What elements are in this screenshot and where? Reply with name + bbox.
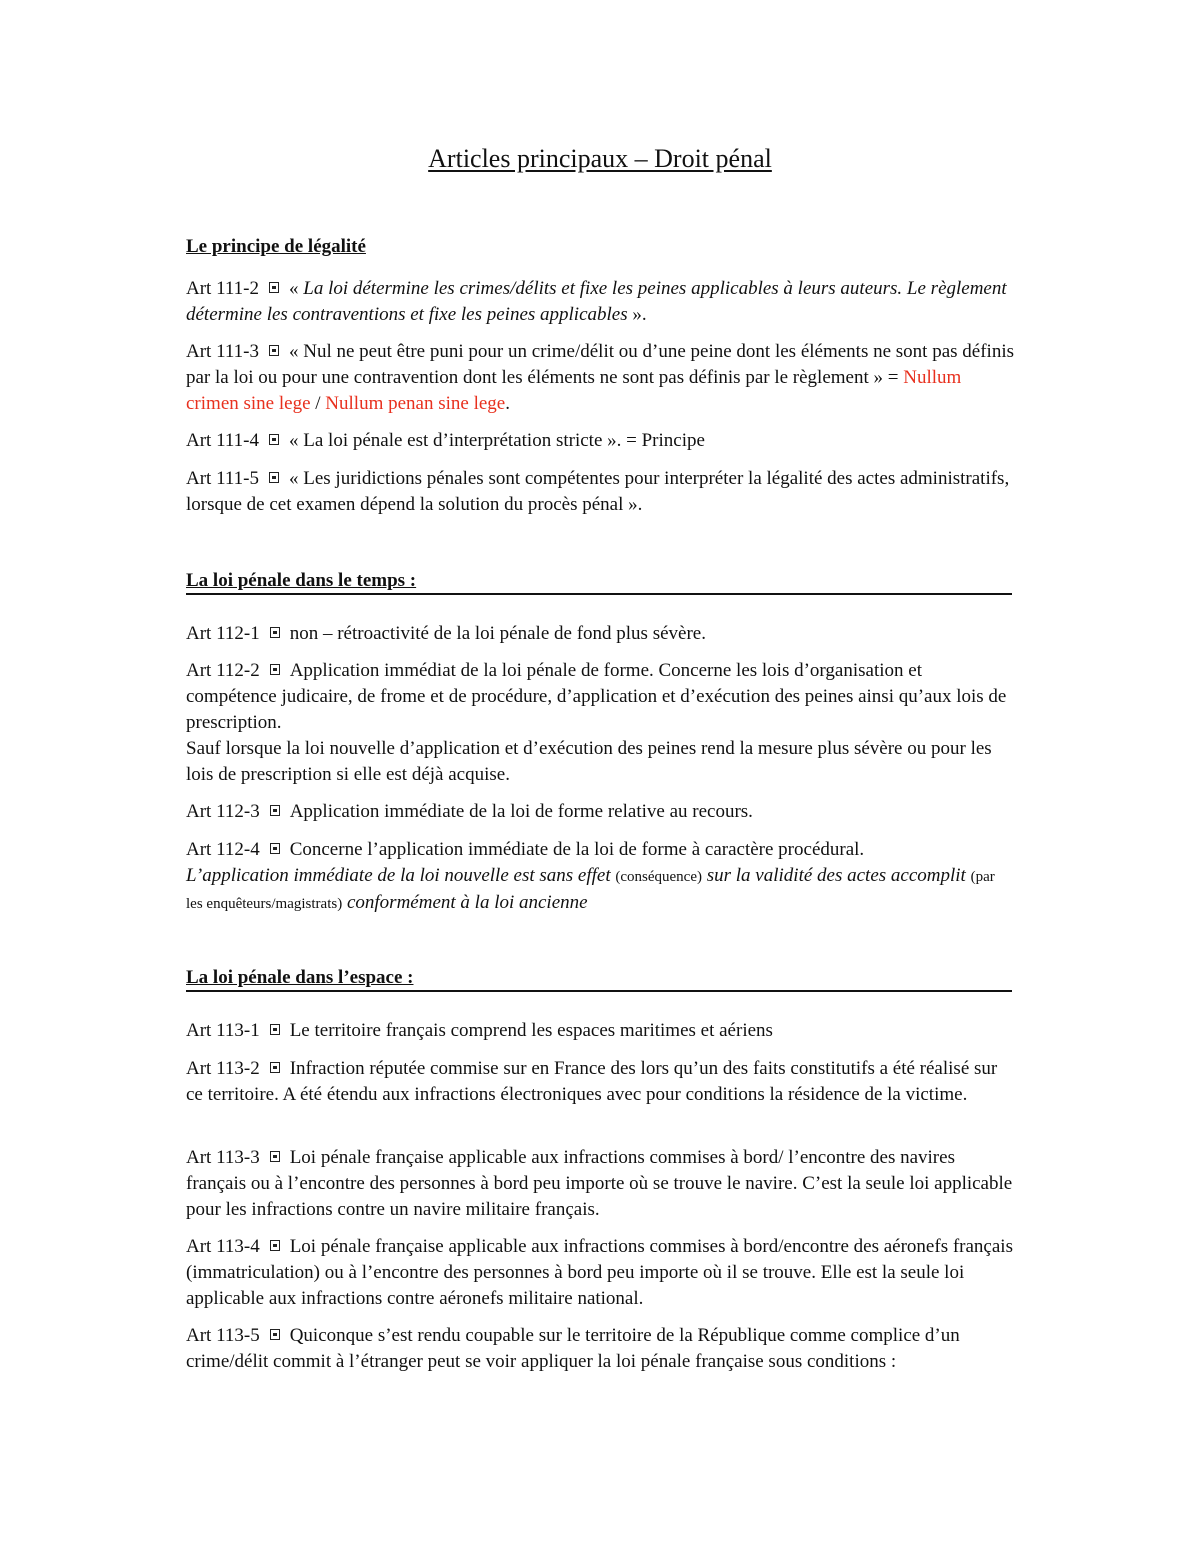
checkbox-bullet-icon xyxy=(269,345,279,356)
section-heading-label: La loi pénale dans l’espace : xyxy=(186,967,414,988)
article-text: Application immédiat de la loi pénale de forme. Concerne les lois d’organisation et compétence judicaire, de frome et de procédure, d’application et d’exécution des peines ainsi qu’aux lois de prescription. xyxy=(186,660,1007,733)
article-113-2 xyxy=(186,1056,1014,1108)
checkbox-bullet-icon xyxy=(270,1062,280,1073)
article-ref: Art 112-3 xyxy=(186,801,260,822)
article-ref: Art 113-4 xyxy=(186,1236,260,1257)
separator: / xyxy=(310,393,326,414)
section-heading-legalite: Le principe de légalité xyxy=(186,236,366,257)
article-ref: Art 111-4 xyxy=(186,430,259,451)
article-note: (conséquence) xyxy=(615,869,702,885)
article-113-4 xyxy=(186,1234,1014,1312)
article-ref: Art 112-2 xyxy=(186,660,260,681)
article-text: Quiconque s’est rendu coupable sur le territoire de la République comme complice d’un crime/délit commit à l’étranger peut se voir appliquer la loi pénale française sous conditions : xyxy=(186,1325,960,1372)
article-text: non – rétroactivité de la loi pénale de fond plus sévère. xyxy=(289,623,706,644)
checkbox-bullet-icon xyxy=(270,627,280,638)
article-text: « Nul ne peut être puni pour un crime/délit ou d’une peine dont les éléments ne sont pas définis par la loi ou pour une contravention dont les éléments ne sont pas définis par le règlement » = xyxy=(186,341,1014,388)
section-heading-espace xyxy=(186,967,1012,992)
article-ref: Art 113-2 xyxy=(186,1058,260,1079)
checkbox-bullet-icon xyxy=(270,664,280,675)
article-111-4 xyxy=(186,428,1014,454)
article-text-italic: conformément à la loi ancienne xyxy=(342,892,588,913)
checkbox-bullet-icon xyxy=(270,1024,280,1035)
checkbox-bullet-icon xyxy=(270,1151,280,1162)
article-text: Loi pénale française applicable aux infractions commises à bord/encontre des aéronefs français (immatriculation) ou à l’encontre des personnes à bord peu importe où il se trouve. Elle est la seule loi applicable aux infractions contre aéronefs militaire national. xyxy=(186,1236,1013,1309)
article-text: Sauf lorsque la loi nouvelle d’application et d’exécution des peines rend la mesure plus sévère ou pour les lois de prescription si elle est déjà acquise. xyxy=(186,738,992,785)
article-text: Application immédiate de la loi de forme relative au recours. xyxy=(289,801,753,822)
article-113-3 xyxy=(186,1145,1014,1223)
checkbox-bullet-icon xyxy=(269,472,279,483)
article-ref: Art 111-5 xyxy=(186,468,259,489)
article-text: . xyxy=(505,393,510,414)
article-ref: Art 111-2 xyxy=(186,278,259,299)
article-text: Le territoire français comprend les espaces maritimes et aériens xyxy=(289,1020,773,1041)
article-ref: Art 112-1 xyxy=(186,623,260,644)
article-113-5 xyxy=(186,1323,1014,1375)
article-text-italic: L’application immédiate de la loi nouvelle est sans effet xyxy=(186,865,616,886)
article-ref: Art 111-3 xyxy=(186,341,259,362)
article-113-1 xyxy=(186,1018,1014,1044)
article-ref: Art 113-5 xyxy=(186,1325,260,1346)
article-111-5 xyxy=(186,466,1014,518)
article-text: ». xyxy=(627,304,647,325)
article-text: « xyxy=(289,278,304,299)
article-text: « Les juridictions pénales sont compétentes pour interpréter la légalité des actes administratifs, lorsque de cet examen dépend la solution du procès pénal ». xyxy=(186,468,1010,515)
article-ref: Art 113-3 xyxy=(186,1147,260,1168)
article-text-italic: sur la validité des actes accomplit xyxy=(701,865,971,886)
article-text: Infraction réputée commise sur en France des lors qu’un des faits constitutifs a été réalisé sur ce territoire. A été étendu aux infractions électroniques avec pour conditions la résidence de la victime. xyxy=(186,1058,998,1105)
checkbox-bullet-icon xyxy=(270,1240,280,1251)
section-heading-temps xyxy=(186,570,1012,595)
article-112-1 xyxy=(186,621,1014,647)
article-112-4 xyxy=(186,837,1014,917)
latin-maxim: Nullum crimen sine lege xyxy=(186,367,962,414)
article-note: (par les enquêteurs/magistrats) xyxy=(186,869,995,912)
checkbox-bullet-icon xyxy=(269,434,279,445)
article-text: « La loi pénale est d’interprétation stricte ». = Principe xyxy=(289,430,705,451)
article-112-2 xyxy=(186,658,1014,788)
checkbox-bullet-icon xyxy=(270,805,280,816)
checkbox-bullet-icon xyxy=(269,282,279,293)
latin-maxim: Nullum penan sine lege xyxy=(325,393,506,414)
article-text: Loi pénale française applicable aux infractions commises à bord/ l’encontre des navires français ou à l’encontre des personnes à bord peu importe où se trouve le navire. C’est la seule loi applicable pour les infractions contre un navire militaire français. xyxy=(186,1147,1013,1220)
article-112-3 xyxy=(186,799,1014,825)
checkbox-bullet-icon xyxy=(270,1329,280,1340)
article-ref: Art 112-4 xyxy=(186,839,260,860)
checkbox-bullet-icon xyxy=(270,843,280,854)
page-title: Articles principaux – Droit pénal xyxy=(428,144,772,173)
article-111-2 xyxy=(186,276,1014,328)
article-111-3 xyxy=(186,339,1014,417)
section-heading-label: La loi pénale dans le temps : xyxy=(186,570,417,591)
article-text: Concerne l’application immédiate de la loi de forme à caractère procédural. xyxy=(289,839,865,860)
article-text-italic: La loi détermine les crimes/délits et fixe les peines applicables à leurs auteurs. Le règlement détermine les contraventions et fixe les peines applicables xyxy=(186,278,1007,325)
article-ref: Art 113-1 xyxy=(186,1020,260,1041)
